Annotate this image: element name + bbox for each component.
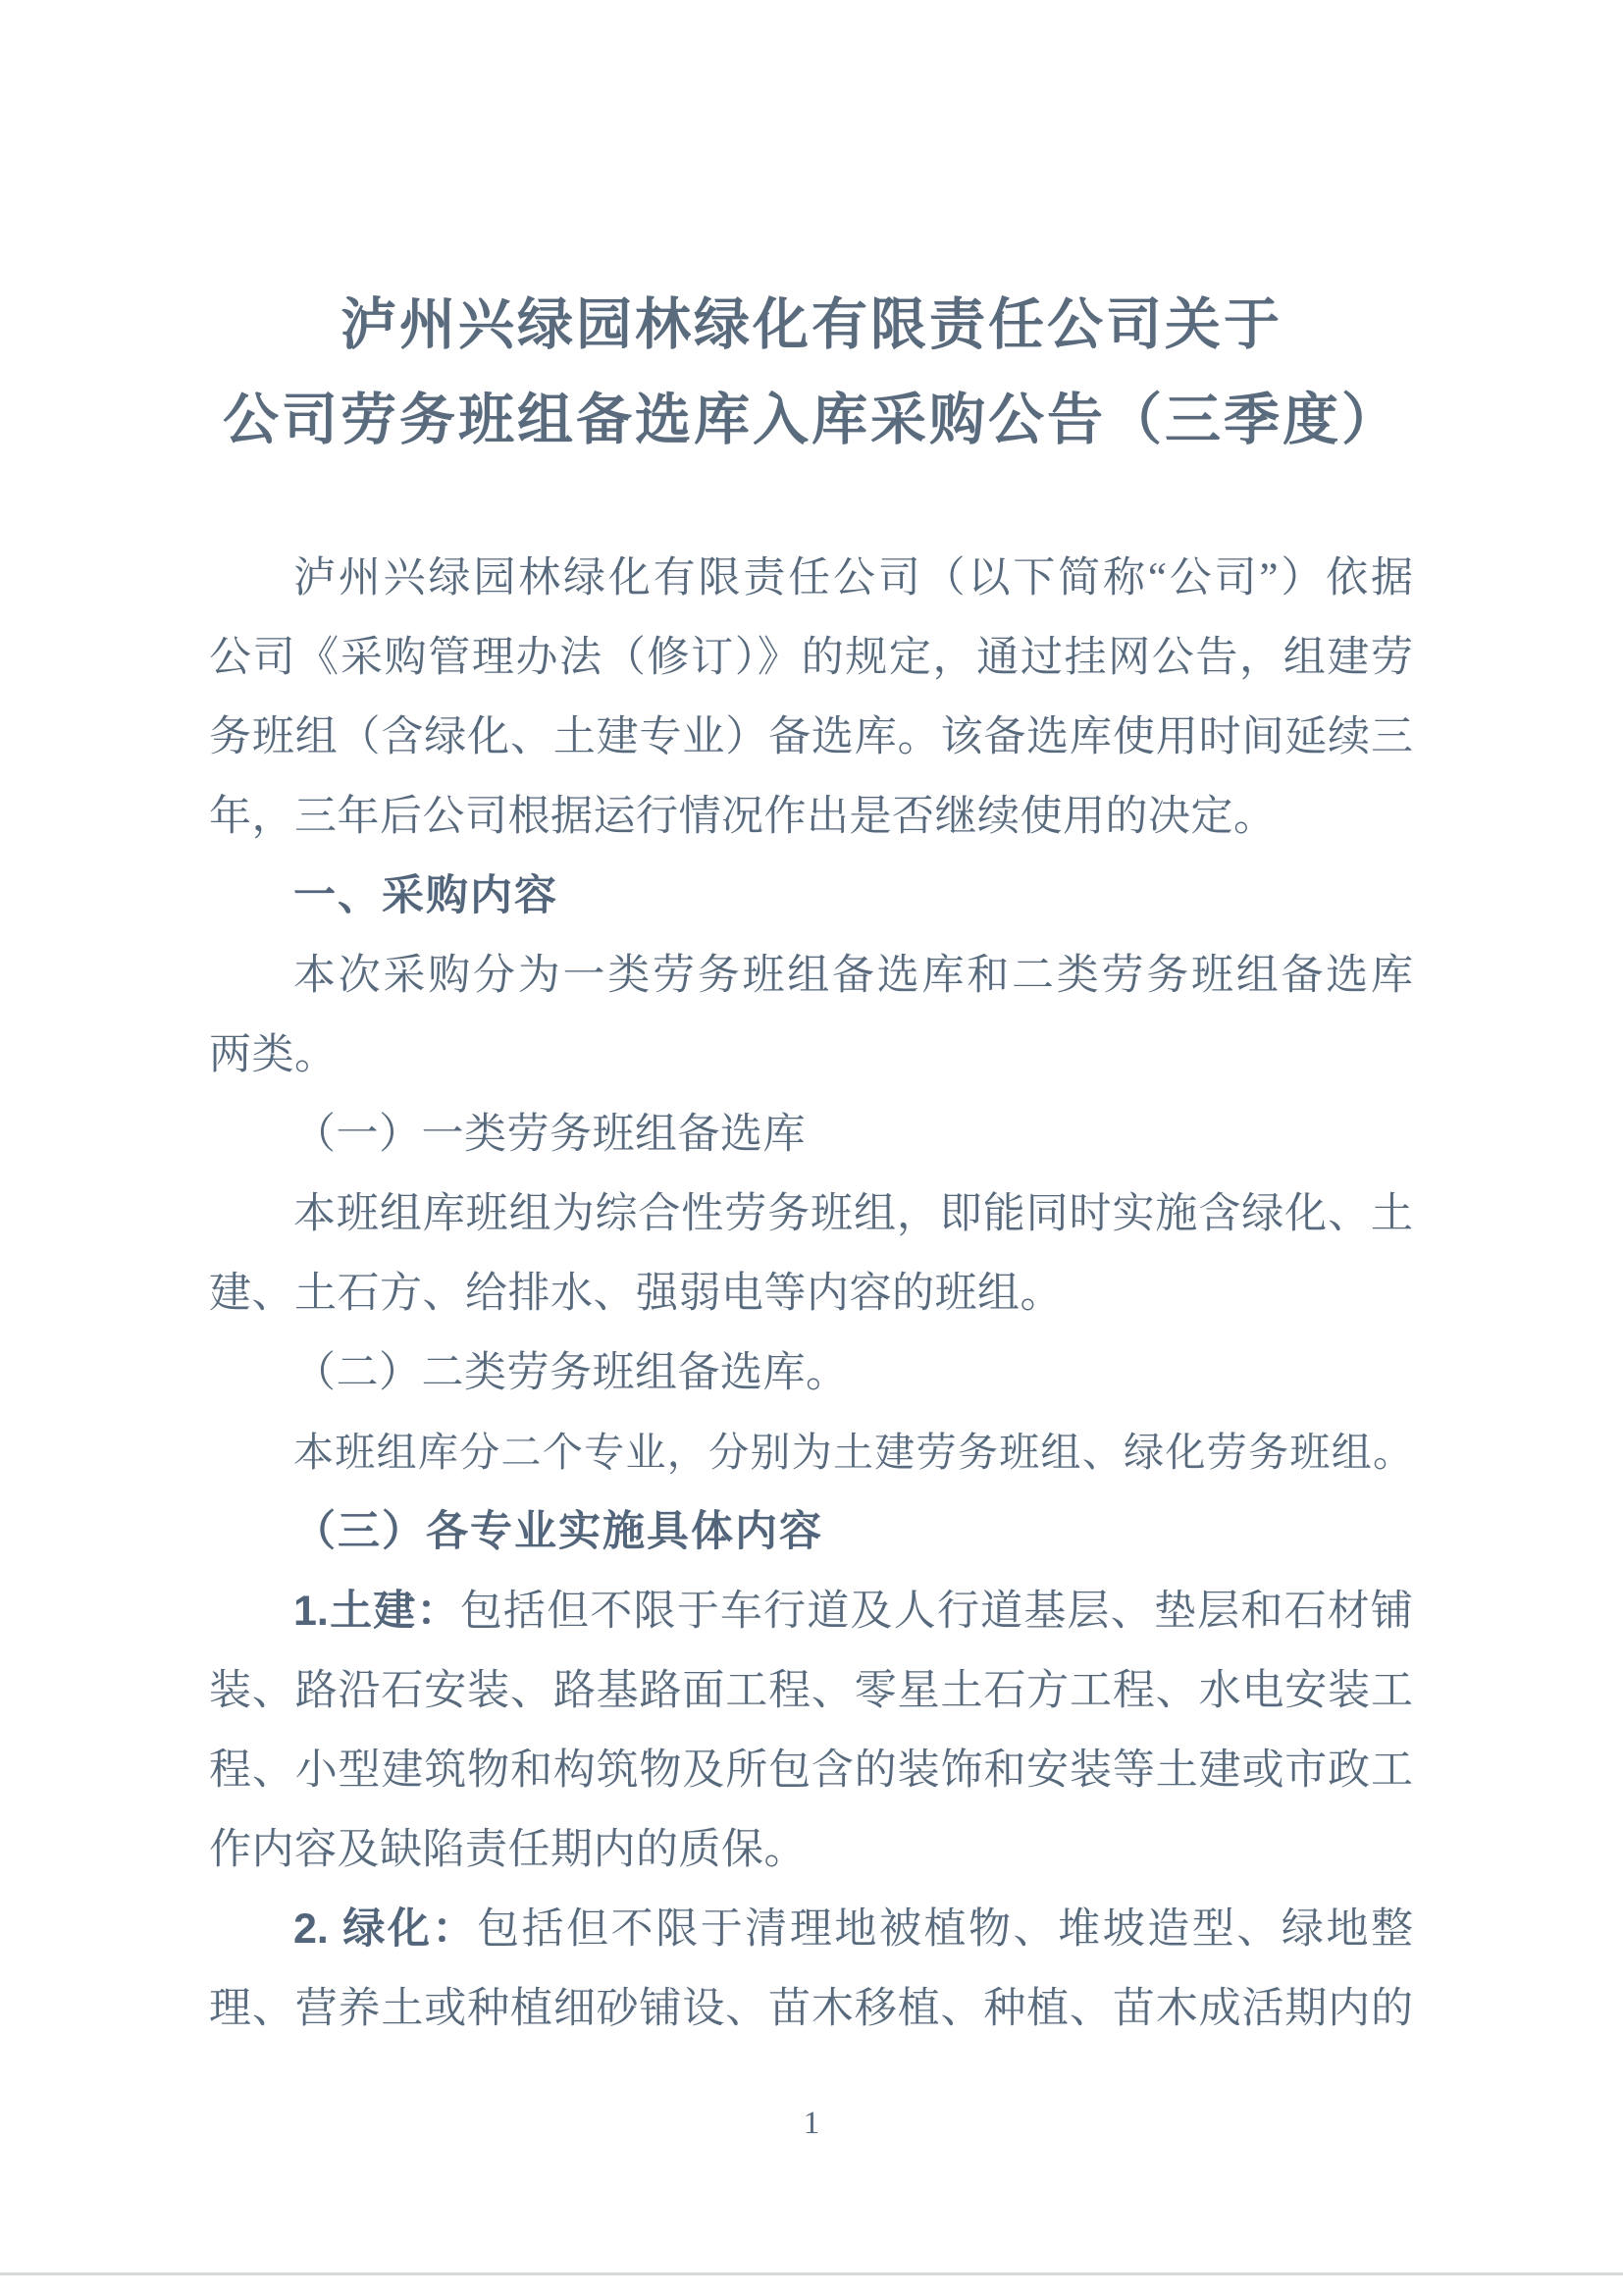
intro-line: 年，三年后公司根据运行情况作出是否继续使用的决定。 <box>209 794 1277 840</box>
intro-line: 务班组（含绿化、土建专业）备选库。该备选库使用时间延续三 <box>209 714 1413 760</box>
item-civil-works-line: 程、小型建筑物和构筑物及所包含的装饰和安装等土建或市政工 <box>209 1748 1413 1794</box>
section-paragraph-line: 本次采购分为一类劳务班组备选库和二类劳务班组备选库 <box>293 953 1413 999</box>
item-civil-works-text: 包括但不限于车行道及人行道基层、垫层和石材铺 <box>459 1589 1413 1635</box>
intro-line: 公司《采购管理办法（修订）》的规定，通过挂网公告，组建劳 <box>209 635 1413 681</box>
intro-line: 泸州兴绿园林绿化有限责任公司（以下简称“公司”）依据 <box>293 555 1413 601</box>
title-line-1: 泸州兴绿园林绿化有限责任公司关于 <box>340 293 1283 356</box>
item-greening-line <box>209 1890 1413 1969</box>
section-paragraph-line: 两类。 <box>209 1032 338 1078</box>
document-body <box>209 539 1413 2049</box>
item-greening-text: 包括但不限于清理地被植物、堆坡造型、绿地整 <box>477 1906 1414 1953</box>
subsection-2-line: 本班组库分二个专业，分别为土建劳务班组、绿化劳务班组。 <box>293 1430 1413 1475</box>
page-number: 1 <box>803 2106 820 2141</box>
document-title <box>0 0 1623 468</box>
section-heading-procurement-content: 一、采购内容 <box>293 872 558 919</box>
item-civil-works-line: 装、路沿石安装、路基路面工程、零星土石方工程、水电安装工 <box>209 1668 1413 1714</box>
item-greening-label: 2. 绿化： <box>293 1905 478 1953</box>
title-line-2: 公司劳务班组备选库入库采购公告（三季度） <box>223 389 1400 451</box>
item-civil-works-line: 作内容及缺陷责任期内的质保。 <box>209 1827 807 1873</box>
item-civil-works-label: 1.土建： <box>293 1588 460 1635</box>
subsection-1-line: 建、土石方、给排水、强弱电等内容的班组。 <box>209 1271 1063 1317</box>
subsection-2-heading: （二）二类劳务班组备选库。 <box>293 1350 849 1396</box>
item-greening-line: 理、营养土或种植细砂铺设、苗木移植、种植、苗木成活期内的 <box>209 1986 1413 2032</box>
subsection-3-heading: （三）各专业实施具体内容 <box>293 1508 823 1555</box>
item-civil-works-line <box>209 1572 1413 1651</box>
subsection-1-line: 本班组库班组为综合性劳务班组，即能同时实施含绿化、土 <box>293 1191 1413 1237</box>
scan-artifact-line <box>0 2272 1623 2275</box>
subsection-1-heading: （一）一类劳务班组备选库 <box>293 1112 806 1158</box>
